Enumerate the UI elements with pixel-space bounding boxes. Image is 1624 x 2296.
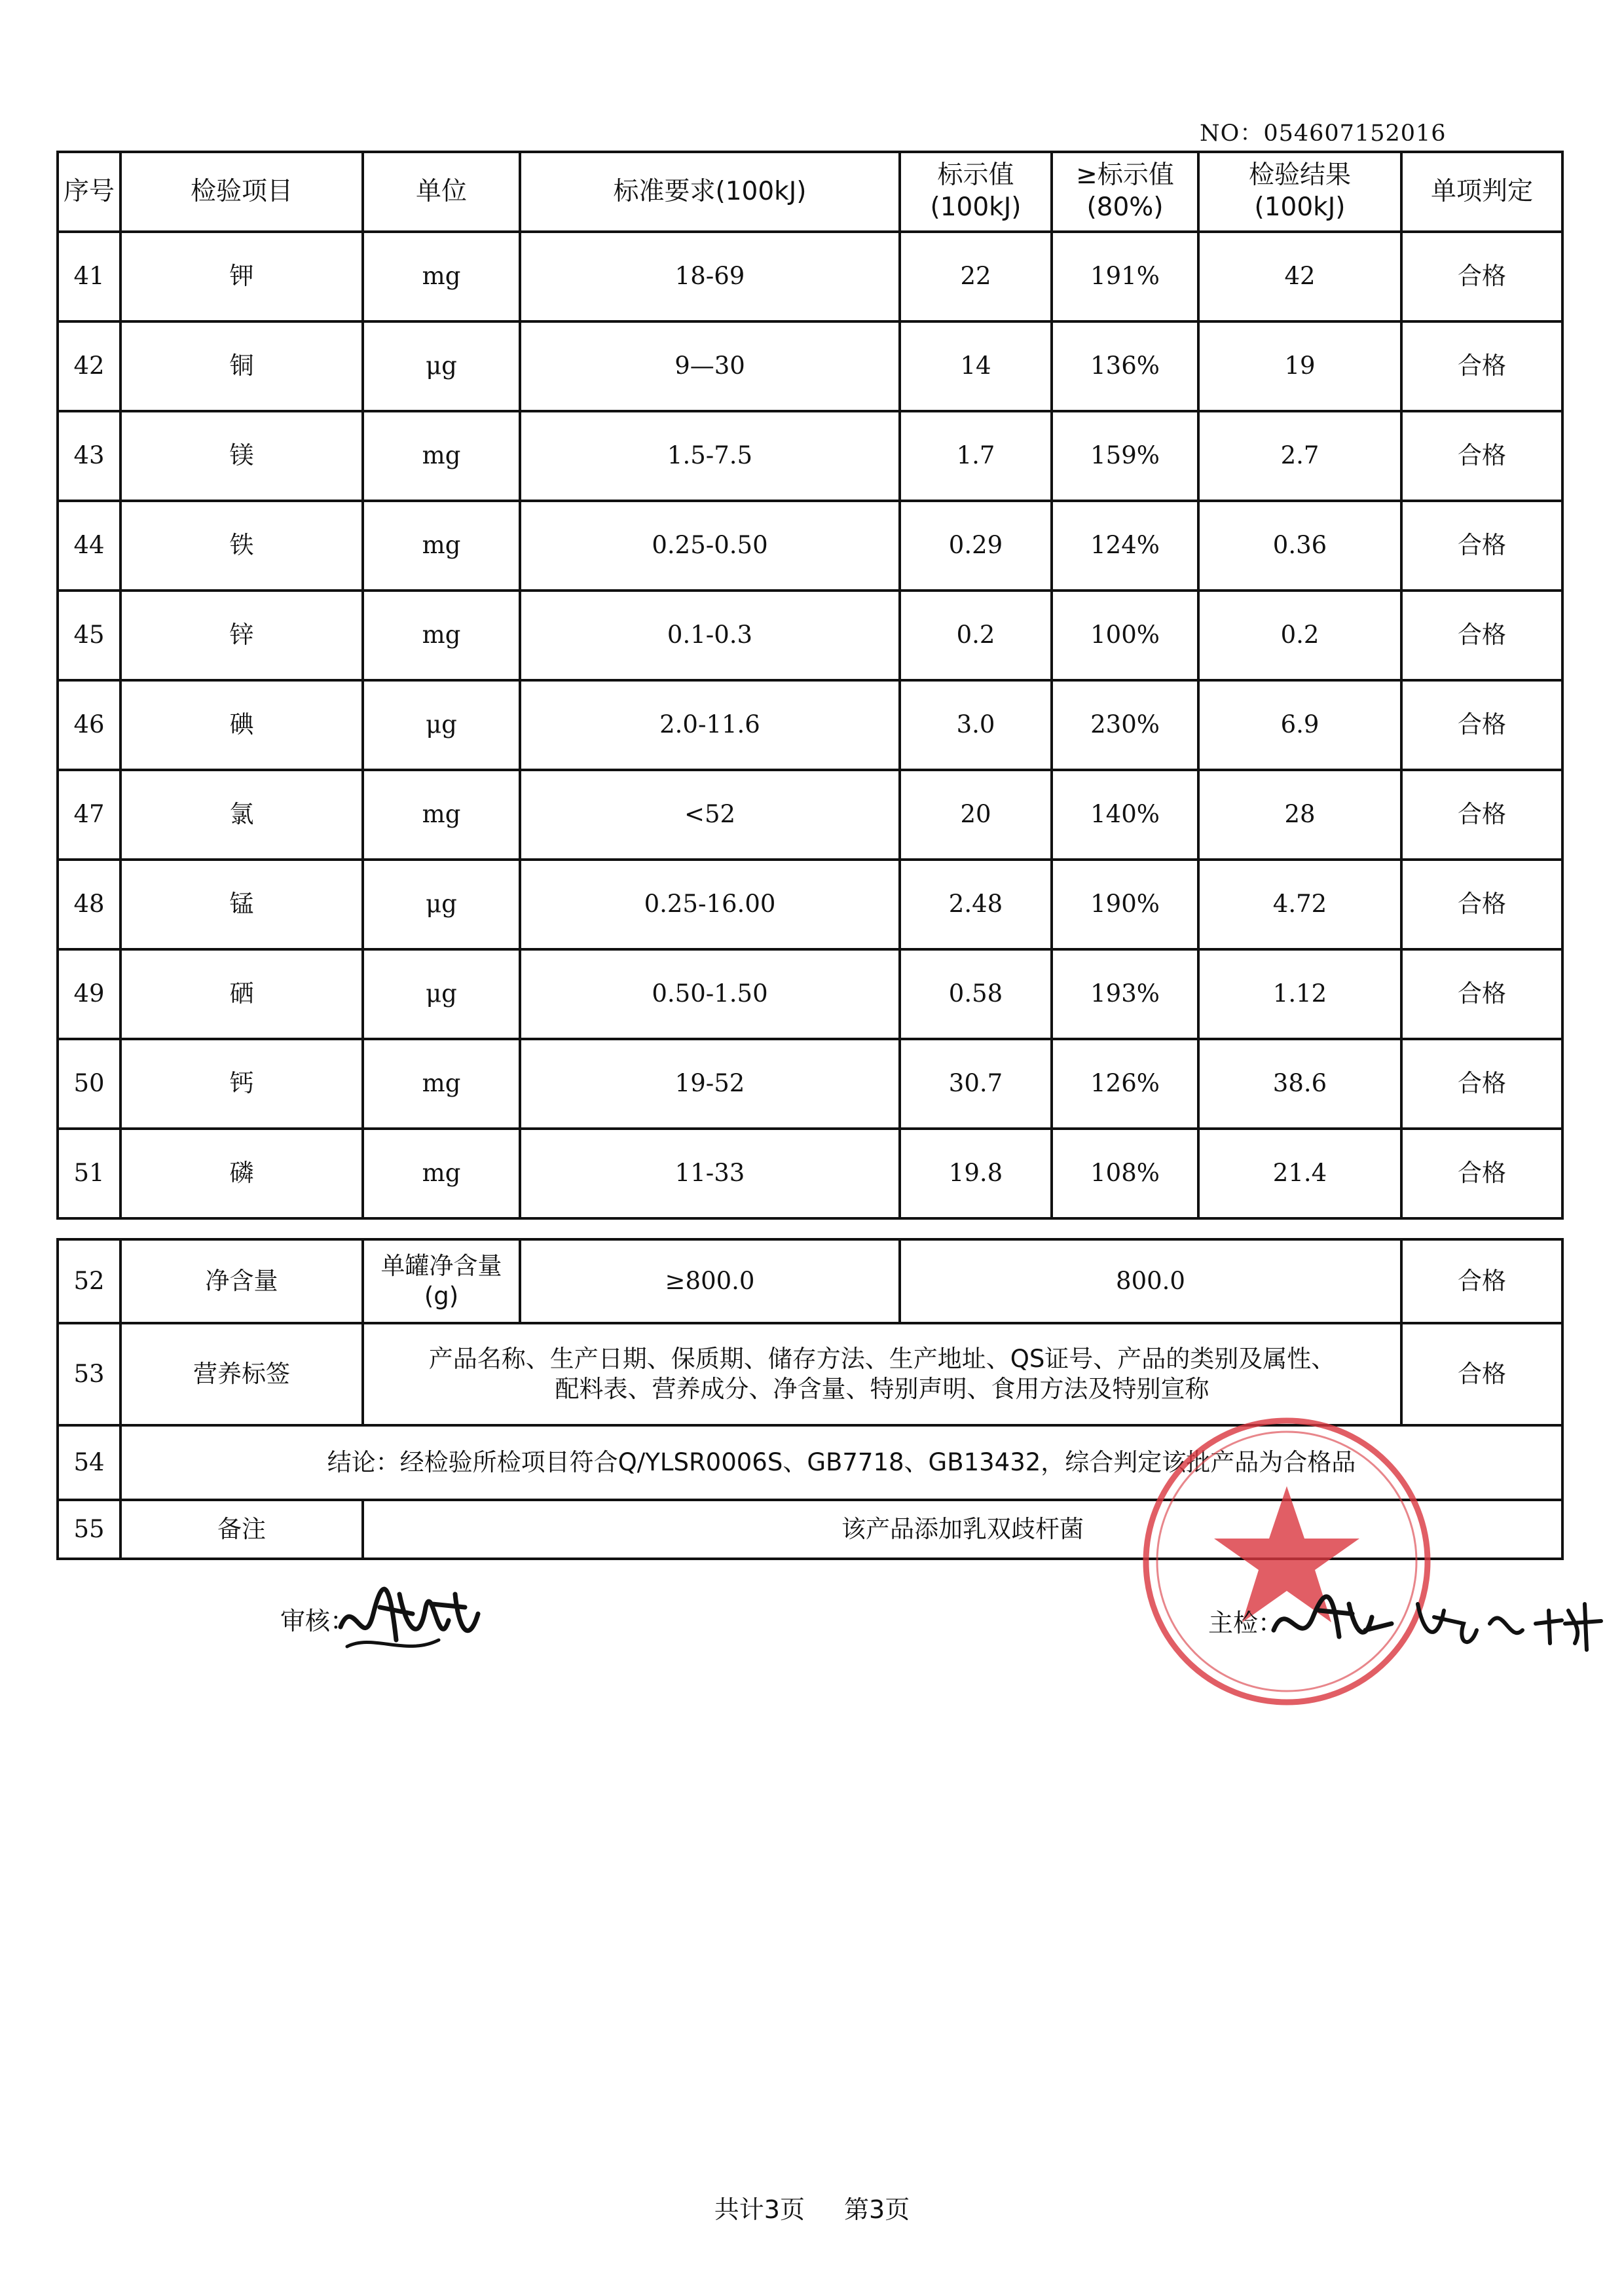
table-header-row	[58, 152, 1562, 232]
table-row	[58, 411, 1562, 501]
cell-result: 42	[1198, 232, 1401, 321]
report-number: NO：054607152016	[1200, 120, 1447, 147]
cell-seq: 41	[58, 232, 120, 321]
header-result-line2: (100kJ)	[1254, 192, 1346, 222]
cell-percentage: 100%	[1052, 591, 1198, 680]
cell-item: 锰	[120, 860, 363, 949]
cell-judgement: 合格	[1401, 770, 1562, 860]
cell-label-value: 0.29	[900, 501, 1052, 591]
header-standard: 标准要求(100kJ)	[520, 152, 900, 232]
cell-unit: mg	[363, 1039, 520, 1129]
cell-conclusion: 结论：经检验所检项目符合Q/YLSR0006S、GB7718、GB13432，综合判定该批产品为合格品	[120, 1425, 1562, 1500]
cell-unit-line1: 单罐净含量	[380, 1251, 502, 1280]
cell-judgement: 合格	[1401, 1323, 1562, 1425]
cell-label-value: 30.7	[900, 1039, 1052, 1129]
inspector-label: 主检：	[1208, 1609, 1283, 1637]
cell-seq: 55	[58, 1500, 120, 1559]
cell-judgement: 合格	[1401, 1039, 1562, 1129]
cell-judgement: 合格	[1401, 949, 1562, 1039]
table-row	[58, 501, 1562, 591]
cell-result: 0.36	[1198, 501, 1401, 591]
cell-percentage: 190%	[1052, 860, 1198, 949]
cell-result: 4.72	[1198, 860, 1401, 949]
cell-remark: 该产品添加乳双歧杆菌	[363, 1500, 1562, 1559]
cell-result: 19	[1198, 321, 1401, 411]
cell-item: 净含量	[120, 1239, 363, 1323]
cell-unit: μg	[363, 860, 520, 949]
cell-unit: mg	[363, 591, 520, 680]
table-row-net-content	[58, 1239, 1562, 1323]
cell-item: 铜	[120, 321, 363, 411]
official-stamp	[1133, 1408, 1441, 1715]
table-row	[58, 1039, 1562, 1129]
table-row	[58, 860, 1562, 949]
cell-standard: 1.5-7.5	[520, 411, 900, 501]
cell-standard: 9—30	[520, 321, 900, 411]
header-result	[1198, 152, 1401, 232]
cell-percentage: 136%	[1052, 321, 1198, 411]
cell-seq: 50	[58, 1039, 120, 1129]
inspection-table	[56, 151, 1564, 1220]
cell-standard: 0.1-0.3	[520, 591, 900, 680]
cell-result: 2.7	[1198, 411, 1401, 501]
cell-seq: 51	[58, 1129, 120, 1218]
cell-percentage: 140%	[1052, 770, 1198, 860]
table-row	[58, 591, 1562, 680]
table-row	[58, 680, 1562, 770]
inspector-signature	[1267, 1578, 1608, 1663]
cell-percentage: 191%	[1052, 232, 1198, 321]
cell-result: 0.2	[1198, 591, 1401, 680]
cell-unit: mg	[363, 1129, 520, 1218]
table-row	[58, 1129, 1562, 1218]
header-ge-label-line1: ≥标示值	[1076, 160, 1174, 191]
cell-standard: 0.25-0.50	[520, 501, 900, 591]
cell-percentage: 108%	[1052, 1129, 1198, 1218]
cell-unit: mg	[363, 232, 520, 321]
table-row	[58, 321, 1562, 411]
cell-item: 镁	[120, 411, 363, 501]
cell-seq: 46	[58, 680, 120, 770]
cell-label-value: 0.2	[900, 591, 1052, 680]
cell-judgement: 合格	[1401, 232, 1562, 321]
page-footer	[0, 2189, 1624, 2225]
cell-unit: mg	[363, 411, 520, 501]
cell-label-value: 2.48	[900, 860, 1052, 949]
reviewer-signature	[334, 1568, 485, 1666]
cell-standard: 11-33	[520, 1129, 900, 1218]
cell-seq: 44	[58, 501, 120, 591]
footer-total-pages: 共计3页	[714, 2195, 805, 2224]
cell-item: 磷	[120, 1129, 363, 1218]
cell-item: 氯	[120, 770, 363, 860]
header-ge-label	[1052, 152, 1198, 232]
header-ge-label-line2: (80%)	[1086, 192, 1164, 222]
cell-percentage: 126%	[1052, 1039, 1198, 1129]
cell-standard: 2.0-11.6	[520, 680, 900, 770]
header-label-value-line2: (100kJ)	[930, 192, 1022, 222]
header-unit: 单位	[363, 152, 520, 232]
cell-seq: 52	[58, 1239, 120, 1323]
cell-item: 铁	[120, 501, 363, 591]
header-result-line1: 检验结果	[1248, 160, 1351, 191]
cell-label-value: 0.58	[900, 949, 1052, 1039]
cell-seq: 49	[58, 949, 120, 1039]
reviewer-label: 审核：	[280, 1607, 356, 1635]
cell-label-value: 22	[900, 232, 1052, 321]
cell-item: 锌	[120, 591, 363, 680]
table-row	[58, 232, 1562, 321]
cell-judgement: 合格	[1401, 1239, 1562, 1323]
cell-label-value: 14	[900, 321, 1052, 411]
cell-item: 钙	[120, 1039, 363, 1129]
cell-item: 碘	[120, 680, 363, 770]
header-judgement: 单项判定	[1401, 152, 1562, 232]
table-row	[58, 949, 1562, 1039]
cell-label-value: 1.7	[900, 411, 1052, 501]
cell-standard: 0.50-1.50	[520, 949, 900, 1039]
cell-standard: ≥800.0	[520, 1239, 900, 1323]
cell-judgement: 合格	[1401, 411, 1562, 501]
cell-label-value: 3.0	[900, 680, 1052, 770]
cell-seq: 48	[58, 860, 120, 949]
header-label-value	[900, 152, 1052, 232]
cell-unit: mg	[363, 501, 520, 591]
cell-judgement: 合格	[1401, 680, 1562, 770]
cell-unit	[363, 1239, 520, 1323]
cell-item: 硒	[120, 949, 363, 1039]
header-seq: 序号	[58, 152, 120, 232]
cell-judgement: 合格	[1401, 501, 1562, 591]
table-body	[58, 232, 1562, 1218]
cell-result: 21.4	[1198, 1129, 1401, 1218]
cell-unit: μg	[363, 321, 520, 411]
cell-unit: μg	[363, 949, 520, 1039]
cell-judgement: 合格	[1401, 591, 1562, 680]
cell-label-value: 20	[900, 770, 1052, 860]
cell-unit-line2: (g)	[424, 1282, 459, 1310]
cell-item: 营养标签	[120, 1323, 363, 1425]
cell-judgement: 合格	[1401, 860, 1562, 949]
cell-seq: 53	[58, 1323, 120, 1425]
cell-seq: 43	[58, 411, 120, 501]
footer-current-page: 第3页	[844, 2195, 910, 2224]
table-row	[58, 770, 1562, 860]
cell-seq: 45	[58, 591, 120, 680]
cell-label-value: 19.8	[900, 1129, 1052, 1218]
cell-percentage: 159%	[1052, 411, 1198, 501]
cell-standard: <52	[520, 770, 900, 860]
cell-item: 备注	[120, 1500, 363, 1559]
cell-standard: 0.25-16.00	[520, 860, 900, 949]
cell-percentage: 230%	[1052, 680, 1198, 770]
cell-description-line1: 产品名称、生产日期、保质期、储存方法、生产地址、QS证号、产品的类别及属性、	[428, 1344, 1336, 1373]
header-item: 检验项目	[120, 152, 363, 232]
cell-result: 1.12	[1198, 949, 1401, 1039]
cell-seq: 47	[58, 770, 120, 860]
cell-result: 6.9	[1198, 680, 1401, 770]
cell-result: 38.6	[1198, 1039, 1401, 1129]
cell-unit: mg	[363, 770, 520, 860]
cell-standard: 19-52	[520, 1039, 900, 1129]
cell-judgement: 合格	[1401, 321, 1562, 411]
cell-result: 800.0	[900, 1239, 1401, 1323]
header-label-value-line1: 标示值	[937, 160, 1014, 191]
cell-seq: 42	[58, 321, 120, 411]
cell-judgement: 合格	[1401, 1129, 1562, 1218]
cell-description-line2: 配料表、营养成分、净含量、特别声明、食用方法及特别宣称	[555, 1375, 1209, 1403]
cell-unit: μg	[363, 680, 520, 770]
cell-percentage: 124%	[1052, 501, 1198, 591]
cell-percentage: 193%	[1052, 949, 1198, 1039]
cell-standard: 18-69	[520, 232, 900, 321]
cell-item: 钾	[120, 232, 363, 321]
cell-seq: 54	[58, 1425, 120, 1500]
cell-result: 28	[1198, 770, 1401, 860]
